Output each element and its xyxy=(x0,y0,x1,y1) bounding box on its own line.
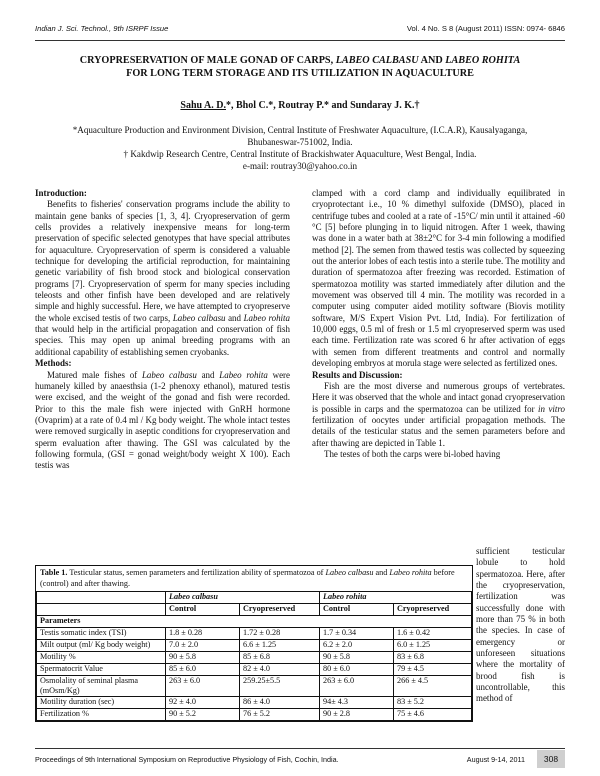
page-footer xyxy=(35,752,565,768)
author-list: Sahu A. D.*, Bhol C.*, Routray P.* and Sundaray J. K.† xyxy=(180,100,420,111)
params-label: Parameters xyxy=(40,616,81,625)
table-row: Spermatocrit Value 85 ± 6.0 82 ± 4.0 80 ± 6.0 79 ± 4.5 xyxy=(37,664,472,676)
data-table xyxy=(36,591,472,721)
results-heading: Results and Discussion: xyxy=(312,369,403,380)
page-number: 308 xyxy=(537,750,565,768)
proceedings-text: Proceedings of 9th International Symposium on Reproductive Physiology of Fish, Cochin, India. xyxy=(35,755,339,764)
table-row: Fertilization % 90 ± 5.2 76 ± 5.2 90 ± 2.8 75 ± 4.6 xyxy=(37,709,472,721)
table-row: Testis somatic index (TSI) 1.8 ± 0.28 1.72 ± 0.28 1.7 ± 0.34 1.6 ± 0.42 xyxy=(37,628,472,640)
journal-name: Indian J. Sci. Technol., 9th ISRPF Issue xyxy=(35,24,169,33)
results-paragraph-2: The testes of both the carps were bi-lobed having xyxy=(324,448,501,459)
right-column xyxy=(312,188,565,460)
species-header-1: Labeo calbasu xyxy=(169,592,218,601)
paper-title: CRYOPRESERVATION OF MALE GONAD OF CARPS, LABEO CALBASU AND LABEO ROHITA FOR LONG TERM STORAGE AND ITS UTILIZATION IN AQUACULTURE xyxy=(79,55,521,79)
methods-paragraph: Matured male fishes of Labeo calbasu and Labeo rohita were humanely killed by anaesthsia (1-2 phenoxy ethanol), matured testis were excised, and the weight of the gonad and fish were recorded. Prior to this the male fish were injected with GnRH hormone (Ovaprim) at a rate of 0.4 ml / Kg body weight. The whole intact testes were removed surgically in aseptic conditions for cryopreservation and sperm evaluation after thawing. The GSI was calculated by the following formula, (GSI = gonad weight/body weight X 100). Each testis was xyxy=(35,369,290,471)
table-row: Milt output (ml/ Kg body weight) 7.0 ± 2.0 6.6 ± 1.25 6.2 ± 2.0 6.0 ± 1.25 xyxy=(37,640,472,652)
header-rule xyxy=(35,40,565,41)
intro-paragraph: Benefits to fisheries' conservation programs include the ability to maintain gene banks of species [1, 3, 4]. Cryopreservation of germ cells provides a relatively inexpensive means for long-term preservation of specific selected genotypes that have special attributes for aquaculture. Cryopreservation of sperm is considered a valuable technique for developing the artificial reproduction, for maintaining genetic variability of fish brood stock and biological conservation programs [7]. Cryopreservation of sperm for many species including teleosts and other finfish have been developed and are relatively simple and highly successful. Here, we have attempted to cryopreserve the whole excised testis of two carps, Labeo calbasu and Labeo rohita that would help in the artificial propagation and conservation of fish species. This may open up animal breeding programs with an additional capability of establishing semen cryobanks. xyxy=(35,199,290,357)
intro-heading: Introduction: xyxy=(35,188,87,198)
left-column xyxy=(35,188,290,472)
species-header-2: Labeo rohita xyxy=(323,592,367,601)
methods-continued: clamped with a cord clamp and individually equilibrated in cryoprotectant i.e., 10 % dimethyl sulfoxide (DMSO), placed in centrifuge tubes and cooled at a rate of -15°C/ min until it attained -60 °C [5] before plunging in to liquid nitrogen. After 1 week, thawing was done in a water bath at 38±2°C for 3-4 min following a modified method [2]. The semen from thawed testis was collected by squeezing out the anterior lobes of each testis into a sterile tube. The motility and duration of spermatozoa after freezing was recorded. Estimation of spermatozoa motility was started immediately after dilution and the movement was observed till 4 min. The motility was recorded in a computer using computer aided motility software (Biovis motility software, M/S Expert Vision Pvt. Ltd, India). For fertilization of 10,000 eggs, 0.5 ml of fresh or 1.5 ml cryopreserved sperm was used each time. Fertilization rate was scored 6 hr after activation of eggs with semen from different treatments and control and normally developing embryos at morula stage were selected as fertilized ones. xyxy=(312,188,565,369)
table-caption: Table 1. Testicular status, semen parameters and fertilization ability of spermatozoa of Labeo calbasu and Labeo rohita before (control) and after thawing. xyxy=(40,568,455,588)
methods-heading: Methods: xyxy=(35,358,72,369)
results-paragraph: Fish are the most diverse and numerous groups of vertebrates. Here it was observed that the whole and intact gonad cryopreservation is possible in carps and the spermatozoa can be utilized for in vitro fertilization of oocytes under artificial propagation methods. The details of the testicular status and the semen parameters before and after thawing are depicted in Table 1. xyxy=(312,380,565,448)
affiliation-1: *Aquaculture Production and Environment Division, Central Institute of Freshwater Aquaculture, (I.C.A.R), Kausalyaganga, Bhubaneswar-751002, India. xyxy=(72,125,528,147)
affiliations xyxy=(60,124,540,172)
corresponding-author: Sahu A. D. xyxy=(180,100,226,111)
table-1 xyxy=(35,565,473,722)
table-row: Motility % 90 ± 5.8 85 ± 6.8 90 ± 5.8 83 ± 6.8 xyxy=(37,652,472,664)
table-row: Motility duration (sec) 92 ± 4.0 86 ± 4.0 94± 4.3 83 ± 5.2 xyxy=(37,697,472,709)
volume-info: Vol. 4 No. S 8 (August 2011) ISSN: 0974- 6846 xyxy=(406,24,565,33)
col-header: Control xyxy=(323,604,351,613)
col-header: Control xyxy=(169,604,197,613)
table-row: Osmolality of seminal plasma (mOsm/Kg) 263 ± 6.0 259.25±5.5 263 ± 6.0 266 ± 4.5 xyxy=(37,676,472,697)
affiliation-2: † Kakdwip Research Centre, Central Institute of Brackishwater Aquaculture, West Bengal, India. xyxy=(123,149,477,159)
running-header xyxy=(35,24,565,38)
col-header: Cryopreserved xyxy=(397,604,450,613)
email: e-mail: routray30@yahoo.co.in xyxy=(242,161,358,171)
col-header: Cryopreserved xyxy=(243,604,296,613)
conference-dates: August 9-14, 2011 xyxy=(466,755,525,764)
footer-rule xyxy=(35,748,565,749)
wrapped-text: sufficient testicular lobule to hold spermatozoa. Here, after the cryopreservation, fertilization was successfully done with more than 75 % in both the species. In case of emergency or unforeseen situations where the mortality of brood fish is uncontrollable, this method of xyxy=(476,546,565,704)
